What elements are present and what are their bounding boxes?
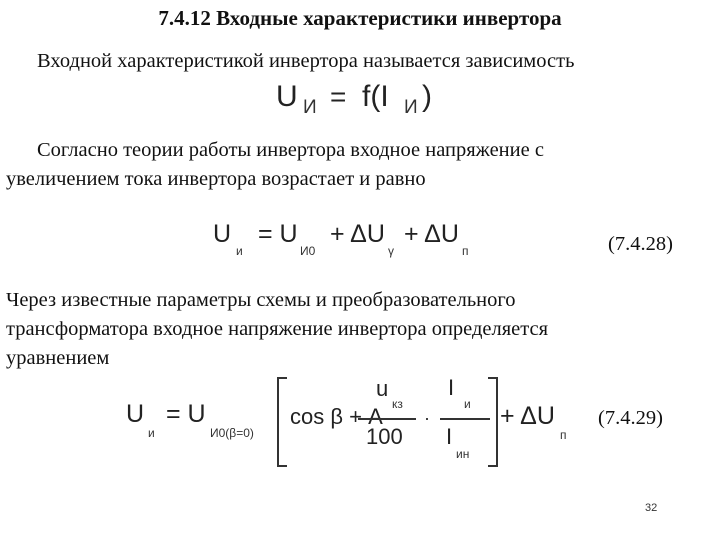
formula3-u0-sub: И0(β=0) (210, 426, 254, 440)
formula2-du-p: + ΔU (404, 220, 459, 248)
formula2-u0-sub: И0 (300, 244, 316, 258)
page-title: 7.4.12 Входные характеристики инвертора (158, 6, 562, 30)
formula3-den2: I (446, 424, 453, 449)
formula3-num2-sub: и (464, 397, 471, 411)
formula2-lhs-sub: и (236, 244, 243, 258)
formula3-cos: cos β + A (290, 404, 383, 429)
formula3-dot: · (424, 408, 430, 428)
para3-line2: трансформатора входное напряжение инвертора определяется (6, 318, 549, 340)
formula3-num2: I (448, 375, 455, 400)
formula1-lhs-sub: И (303, 97, 317, 118)
para3-line3: уравнением (6, 347, 110, 369)
formula1-close: ) (422, 80, 432, 113)
formula3-den1: 100 (366, 424, 403, 449)
formula3-lhs-sub: и (148, 426, 155, 440)
fraction-line-1 (358, 418, 416, 420)
formula2-u0: = U (258, 220, 298, 248)
formula1-func: f(I (362, 80, 389, 113)
equation-number-7-4-28: (7.4.28) (608, 233, 673, 255)
left-bracket (277, 377, 287, 467)
formula3-u0: = U (166, 400, 206, 428)
formula3-den2-sub: ин (456, 447, 470, 461)
intro-text: Входной характеристикой инвертора называется зависимость (37, 50, 575, 72)
right-bracket (488, 377, 498, 467)
para2-line2: увеличением тока инвертора возрастает и равно (6, 168, 426, 190)
formula2-gamma-sub: γ (388, 244, 394, 258)
page-number: 32 (645, 502, 658, 514)
formula2-p-sub: п (462, 244, 469, 258)
formula3-du-p: + ΔU (500, 402, 555, 430)
formula3-lhs: U (126, 400, 145, 428)
formula3-num1: u (376, 376, 389, 401)
formula3-num1-sub: кз (392, 397, 403, 411)
formula1-func-sub: И (404, 97, 418, 118)
formula3-p-sub: п (560, 428, 567, 442)
para3-line1: Через известные параметры схемы и преобразовательного (6, 289, 516, 311)
formula2-lhs: U (213, 220, 232, 248)
formula2-du-gamma: + ΔU (330, 220, 385, 248)
fraction-line-2 (440, 418, 490, 420)
para2-line1: Согласно теории работы инвертора входное напряжение с (37, 139, 544, 161)
equation-number-7-4-29: (7.4.29) (598, 407, 663, 429)
formula1-eq: = (330, 81, 347, 112)
formula1-lhs: U (276, 80, 298, 113)
